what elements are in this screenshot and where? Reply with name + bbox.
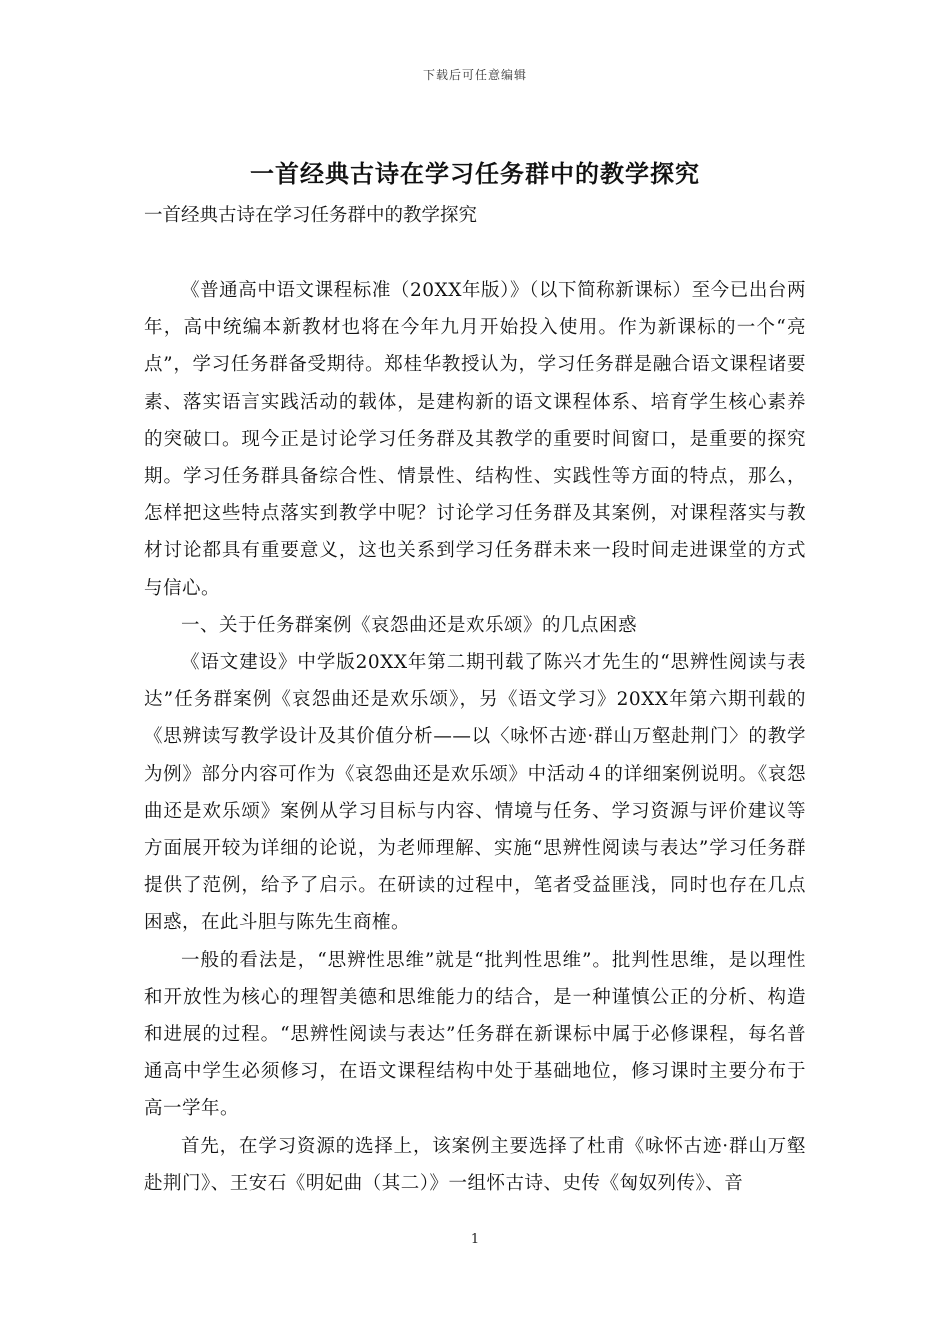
- document-subtitle: 一首经典古诗在学习任务群中的教学探究: [144, 205, 478, 226]
- page-number: 1: [470, 1232, 480, 1247]
- paragraph-critical-thinking: 一般的看法是，“思辨性思维”就是“批判性思维”。批判性思维，是以理性和开放性为核心的理智美德和思维能力的结合，是一种谨慎公正的分析、构造和进展的过程。“思辨性阅读与表达”任务群在新课标中属于必修课程，每名普通高中学生必须修习，在语文课程结构中处于基础地位，修习课时主要分布于高一学年。: [144, 949, 806, 1120]
- section-heading: 一、关于任务群案例《哀怨曲还是欢乐颂》的几点困惑: [181, 614, 638, 636]
- document-body: [144, 272, 806, 1202]
- paragraph-case: 《语文建设》中学版20XX年第二期刊载了陈兴才先生的“思辨性阅读与表达”任务群案例《哀怨曲还是欢乐颂》，另《语文学习》20XX年第六期刊载的《思辨读写教学设计及其价值分析——以〈咏怀古迹·群山万壑赴荆门〉的教学为例》部分内容可作为《哀怨曲还是欢乐颂》中活动４的详细案例说明。《哀怨曲还是欢乐颂》案例从学习目标与内容、情境与任务、学习资源与评价建议等方面展开较为详细的论说，为老师理解、实施“思辨性阅读与表达”学习任务群提供了范例，给予了启示。在研读的过程中，笔者受益匪浅，同时也存在几点困惑，在此斗胆与陈先生商榷。: [144, 652, 806, 934]
- paragraph-intro: 《普通高中语文课程标准（20XX年版）》（以下简称新课标）至今已出台两年，高中统编本新教材也将在今年九月开始投入使用。作为新课标的一个“亮点”，学习任务群备受期待。郑桂华教授认为，学习任务群是融合语文课程诸要素、落实语言实践活动的载体，是建构新的语文课程体系、培育学生核心素养的突破口。现今正是讨论学习任务群及其教学的重要时间窗口，是重要的探究期。学习任务群具备综合性、情景性、结构性、实践性等方面的特点，那么，怎样把这些特点落实到教学中呢？讨论学习任务群及其案例，对课程落实与教材讨论都具有重要意义，这也关系到学习任务群未来一段时间走进课堂的方式与信心。: [144, 280, 806, 599]
- document-title: 一首经典古诗在学习任务群中的教学探究: [250, 160, 700, 188]
- page-header-note: 下载后可任意编辑: [422, 68, 527, 82]
- paragraph-resources: 首先，在学习资源的选择上，该案例主要选择了杜甫《咏怀古迹·群山万壑赴荆门》、王安石《明妃曲（其二）》一组怀古诗、史传《匈奴列传》、音: [144, 1135, 806, 1194]
